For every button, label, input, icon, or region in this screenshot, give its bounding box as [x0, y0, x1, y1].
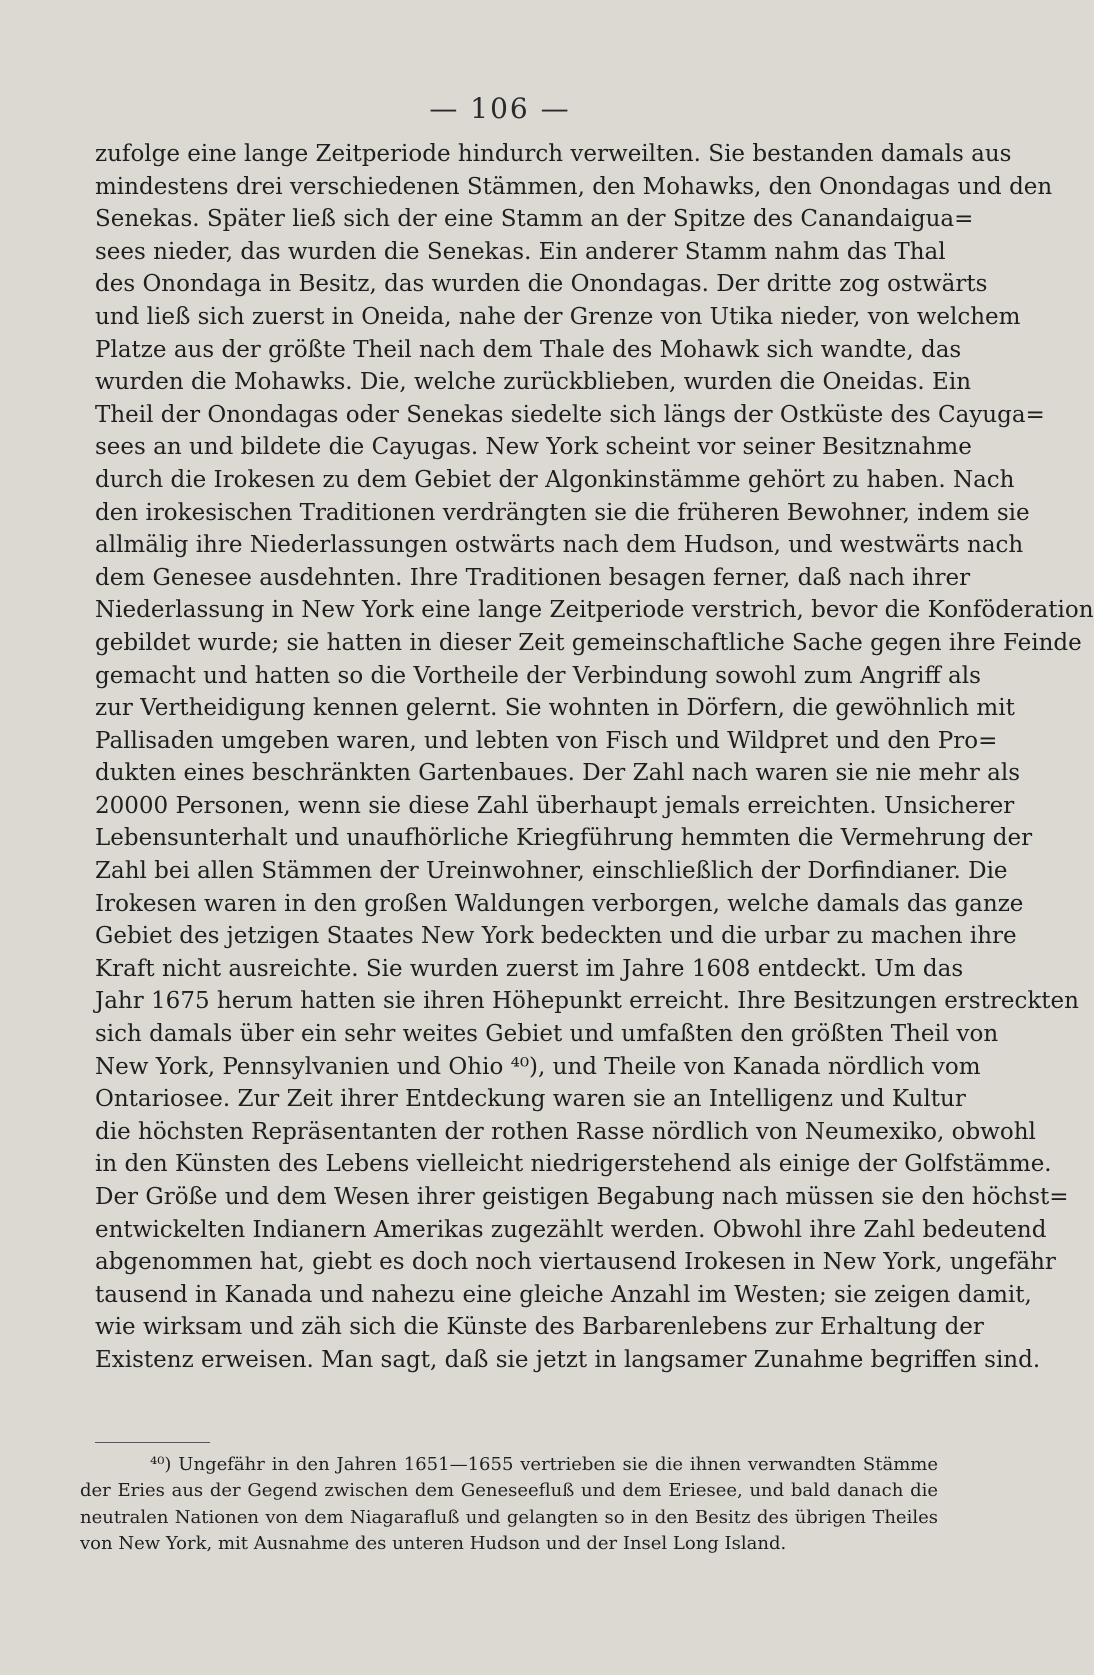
text-line: Irokesen waren in den großen Waldungen verborgen, welche damals das ganze [95, 890, 1024, 917]
text-line: Ontariosee. Zur Zeit ihrer Entdeckung waren sie an Intelligenz und Kultur [95, 1086, 966, 1113]
footnote-divider [95, 1442, 210, 1443]
page-number-header: — 106 — [429, 92, 571, 125]
text-line: dukten eines beschränkten Gartenbaues. Der Zahl nach waren sie nie mehr als [95, 760, 1021, 787]
footnote-line: der Eries aus der Gegend zwischen dem Geneseefluß und dem Eriesee, und bald danach die [80, 1480, 938, 1502]
text-line: gemacht und hatten so die Vortheile der Verbindung sowohl zum Angriff als [95, 662, 981, 689]
text-line: zur Vertheidigung kennen gelernt. Sie wohnten in Dörfern, die gewöhnlich mit [95, 695, 1015, 722]
text-line: wie wirksam und zäh sich die Künste des Barbarenlebens zur Erhaltung der [95, 1314, 984, 1341]
text-line: Gebiet des jetzigen Staates New York bedeckten und die urbar zu machen ihre [95, 923, 1017, 950]
text-line: sees an und bildete die Cayugas. New York scheint vor seiner Besitznahme [95, 434, 972, 461]
text-line: wurden die Mohawks. Die, welche zurückblieben, wurden die Oneidas. Ein [95, 369, 972, 396]
text-line: tausend in Kanada und nahezu eine gleiche Anzahl im Westen; sie zeigen damit, [95, 1281, 1032, 1308]
footnote-line: ⁴⁰) Ungefähr in den Jahren 1651—1655 vertrieben sie die ihnen verwandten Stämme [150, 1454, 938, 1475]
text-line: Theil der Onondagas oder Senekas siedelte sich längs der Ostküste des Cayuga= [95, 401, 1045, 428]
text-line: durch die Irokesen zu dem Gebiet der Algonkinstämme gehört zu haben. Nach [95, 466, 1015, 493]
main-text-block [95, 138, 1094, 1377]
text-line: des Onondaga in Besitz, das wurden die Onondagas. Der dritte zog ostwärts [95, 271, 988, 298]
text-line: allmälig ihre Niederlassungen ostwärts nach dem Hudson, und westwärts nach [95, 532, 1024, 559]
text-line: sich damals über ein sehr weites Gebiet und umfaßten den größten Theil von [95, 1021, 999, 1048]
footnote-block [80, 1452, 938, 1558]
text-line: Zahl bei allen Stämmen der Ureinwohner, einschließlich der Dorfindianer. Die [95, 858, 1008, 885]
text-line: die höchsten Repräsentanten der rothen Rasse nördlich von Neumexiko, obwohl [95, 1118, 1036, 1145]
text-line: Senekas. Später ließ sich der eine Stamm an der Spitze des Canandaigua= [95, 206, 974, 233]
text-line: gebildet wurde; sie hatten in dieser Zeit gemeinschaftliche Sache gegen ihre Feinde [95, 629, 1082, 656]
text-line: mindestens drei verschiedenen Stämmen, den Mohawks, den Onondagas und den [95, 173, 1053, 200]
text-line: und ließ sich zuerst in Oneida, nahe der Grenze von Utika nieder, von welchem [95, 303, 1021, 330]
text-line: Jahr 1675 herum hatten sie ihren Höhepunkt erreicht. Ihre Besitzungen erstreckten [95, 988, 1079, 1015]
text-line: Existenz erweisen. Man sagt, daß sie jetzt in langsamer Zunahme begriffen sind. [95, 1346, 1041, 1373]
text-line: 20000 Personen, wenn sie diese Zahl überhaupt jemals erreichten. Unsicherer [95, 792, 1015, 819]
footnote-line: neutralen Nationen von dem Niagarafluß und gelangten so in den Besitz des übrigen Theiles [80, 1506, 938, 1528]
text-line: Lebensunterhalt und unaufhörliche Kriegführung hemmten die Vermehrung der [95, 825, 1033, 852]
text-line: New York, Pennsylvanien und Ohio ⁴⁰), und Theile von Kanada nördlich vom [95, 1053, 981, 1080]
footnote-line: von New York, mit Ausnahme des unteren Hudson und der Insel Long Island. [80, 1533, 787, 1555]
text-line: in den Künsten des Lebens vielleicht niedrigerstehend als einige der Golfstämme. [95, 1151, 1052, 1178]
text-line: entwickelten Indianern Amerikas zugezählt werden. Obwohl ihre Zahl bedeutend [95, 1216, 1047, 1243]
text-line: zufolge eine lange Zeitperiode hindurch verweilten. Sie bestanden damals aus [95, 141, 1012, 167]
text-line: sees nieder, das wurden die Senekas. Ein anderer Stamm nahm das Thal [95, 238, 946, 265]
text-line: Pallisaden umgeben waren, und lebten von Fisch und Wildpret und den Pro= [95, 727, 998, 754]
text-line: Der Größe und dem Wesen ihrer geistigen Begabung nach müssen sie den höchst= [95, 1184, 1069, 1210]
text-line: Kraft nicht ausreichte. Sie wurden zuerst im Jahre 1608 entdeckt. Um das [95, 955, 964, 982]
text-line: Platze aus der größte Theil nach dem Thale des Mohawk sich wandte, das [95, 336, 962, 363]
text-line: den irokesischen Traditionen verdrängten sie die früheren Bewohner, indem sie [95, 499, 1030, 526]
text-line: Niederlassung in New York eine lange Zeitperiode verstrich, bevor die Konföderation [95, 597, 1094, 624]
text-line: abgenommen hat, giebt es doch noch viertausend Irokesen in New York, ungefähr [95, 1249, 1056, 1276]
text-line: dem Genesee ausdehnten. Ihre Traditionen besagen ferner, daß nach ihrer [95, 564, 971, 591]
